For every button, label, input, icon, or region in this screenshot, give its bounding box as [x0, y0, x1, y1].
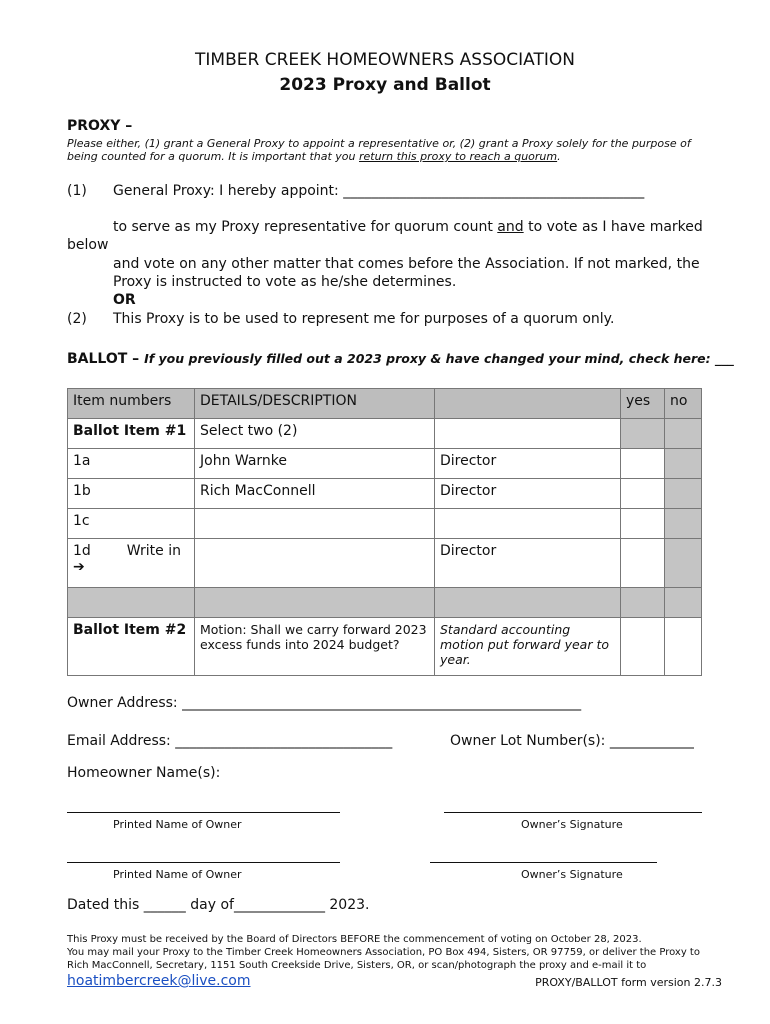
- vote-line-1: and vote on any other matter that comes before the Association. If not marked, the: [113, 256, 700, 272]
- separator-cell: [195, 588, 435, 618]
- write-in-field[interactable]: [195, 539, 435, 588]
- header-details: DETAILS/DESCRIPTION: [195, 389, 435, 419]
- item-cell: Ballot Item #1: [68, 419, 195, 449]
- role-cell: [435, 509, 621, 539]
- signature-line-2[interactable]: [430, 862, 657, 863]
- separator-cell: [621, 588, 665, 618]
- no-cell: [665, 479, 702, 509]
- serve-line: [113, 219, 703, 235]
- document-title: TIMBER CREEK HOMEOWNERS ASSOCIATION: [195, 50, 575, 70]
- email-address-field[interactable]: Email Address: _______________________________: [67, 733, 393, 749]
- owner-address-field[interactable]: Owner Address: _________________________________________________________: [67, 695, 582, 711]
- table-row: [68, 449, 702, 479]
- no-cell: [665, 419, 702, 449]
- instructions-text: being counted for a quorum. It is important that you: [67, 150, 360, 163]
- printed-name-line-1[interactable]: [67, 812, 340, 813]
- vote-line-2: Proxy is instructed to vote as he/she determines.: [113, 274, 457, 290]
- proxy-instructions-line2: [67, 150, 561, 163]
- item-cell: 1b: [68, 479, 195, 509]
- role-cell: [435, 419, 621, 449]
- write-in-label: Write in: [126, 543, 181, 559]
- no-checkbox-cell[interactable]: [665, 618, 702, 676]
- header-yes: yes: [621, 389, 665, 419]
- yes-checkbox-cell[interactable]: [621, 449, 665, 479]
- proxy-heading: PROXY –: [67, 118, 133, 134]
- no-cell: [665, 449, 702, 479]
- yes-checkbox-cell[interactable]: [621, 618, 665, 676]
- footer-line-3: Rich MacConnell, Secretary, 1151 South Creekside Drive, Sisters, OR, or scan/photograph the proxy and e-mail it to: [67, 960, 647, 971]
- table-separator-row: [68, 588, 702, 618]
- quorum-only-text: This Proxy is to be used to represent me for purposes of a quorum only.: [113, 311, 615, 327]
- below-text: below: [67, 237, 109, 253]
- separator-cell: [68, 588, 195, 618]
- table-row: [68, 539, 702, 588]
- role-cell: Standard accounting motion put forward year to year.: [435, 618, 621, 676]
- no-cell: [665, 509, 702, 539]
- instructions-period: .: [557, 150, 561, 163]
- details-cell: John Warnke: [195, 449, 435, 479]
- serve-and: and: [497, 219, 524, 235]
- role-cell: Director: [435, 539, 621, 588]
- ballot-change-note: If you previously filled out a 2023 proxy & have changed your mind, check here: ___: [144, 351, 734, 366]
- email-link[interactable]: hoatimbercreek@live.com: [67, 973, 251, 989]
- details-cell: Rich MacConnell: [195, 479, 435, 509]
- or-label: OR: [113, 292, 136, 308]
- signature-line-1[interactable]: [444, 812, 702, 813]
- document-subtitle: 2023 Proxy and Ballot: [279, 75, 491, 95]
- footer-line-2: You may mail your Proxy to the Timber Creek Homeowners Association, PO Box 494, Sisters, OR 97759, or deliver the Proxy to: [67, 947, 700, 958]
- table-row: [68, 479, 702, 509]
- form-version: PROXY/BALLOT form version 2.7.3: [535, 976, 722, 989]
- item-cell-write-in: [68, 539, 195, 588]
- printed-name-caption-2: Printed Name of Owner: [113, 868, 242, 881]
- footer-line-1: This Proxy must be received by the Board of Directors BEFORE the commencement of voting on October 28, 2023.: [67, 934, 642, 945]
- lot-number-field[interactable]: Owner Lot Number(s): ____________: [450, 733, 694, 749]
- details-cell: [195, 509, 435, 539]
- yes-checkbox-cell[interactable]: [621, 539, 665, 588]
- ballot-table: [67, 388, 702, 676]
- item-cell: 1c: [68, 509, 195, 539]
- header-role: [435, 389, 621, 419]
- ballot-label: BALLOT –: [67, 351, 145, 367]
- signature-caption-2: Owner’s Signature: [521, 868, 623, 881]
- yes-checkbox-cell[interactable]: [621, 509, 665, 539]
- instructions-emphasis: return this proxy to reach a quorum: [359, 150, 558, 163]
- printed-name-caption-1: Printed Name of Owner: [113, 818, 242, 831]
- separator-cell: [435, 588, 621, 618]
- item-cell: 1a: [68, 449, 195, 479]
- arrow-icon: ➔: [73, 559, 85, 575]
- homeowner-names-label: Homeowner Name(s):: [67, 765, 221, 781]
- option2-number: (2): [67, 311, 87, 327]
- details-cell: Select two (2): [195, 419, 435, 449]
- serve-text-b: to vote as I have marked: [523, 219, 703, 235]
- yes-checkbox-cell[interactable]: [621, 479, 665, 509]
- signature-caption-1: Owner’s Signature: [521, 818, 623, 831]
- no-cell: [665, 539, 702, 588]
- option1-number: (1): [67, 183, 87, 199]
- item-number: 1d: [73, 543, 91, 559]
- table-row: [68, 419, 702, 449]
- proxy-instructions-line1: Please either, (1) grant a General Proxy to appoint a representative or, (2) grant a Proxy solely for the purpose of: [67, 137, 691, 150]
- header-item-numbers: Item numbers: [68, 389, 195, 419]
- general-proxy-line[interactable]: General Proxy: I hereby appoint: ___________________________________________: [113, 183, 645, 199]
- ballot-heading: [67, 348, 734, 367]
- header-no: no: [665, 389, 702, 419]
- yes-cell: [621, 419, 665, 449]
- table-header-row: [68, 389, 702, 419]
- table-row: [68, 618, 702, 676]
- details-cell: Motion: Shall we carry forward 2023 excess funds into 2024 budget?: [195, 618, 435, 676]
- separator-cell: [665, 588, 702, 618]
- serve-text-a: to serve as my Proxy representative for quorum count: [113, 219, 498, 235]
- table-row: [68, 509, 702, 539]
- role-cell: Director: [435, 479, 621, 509]
- role-cell: Director: [435, 449, 621, 479]
- item-cell: Ballot Item #2: [68, 618, 195, 676]
- printed-name-line-2[interactable]: [67, 862, 340, 863]
- dated-line[interactable]: Dated this ______ day of_____________ 2023.: [67, 897, 370, 913]
